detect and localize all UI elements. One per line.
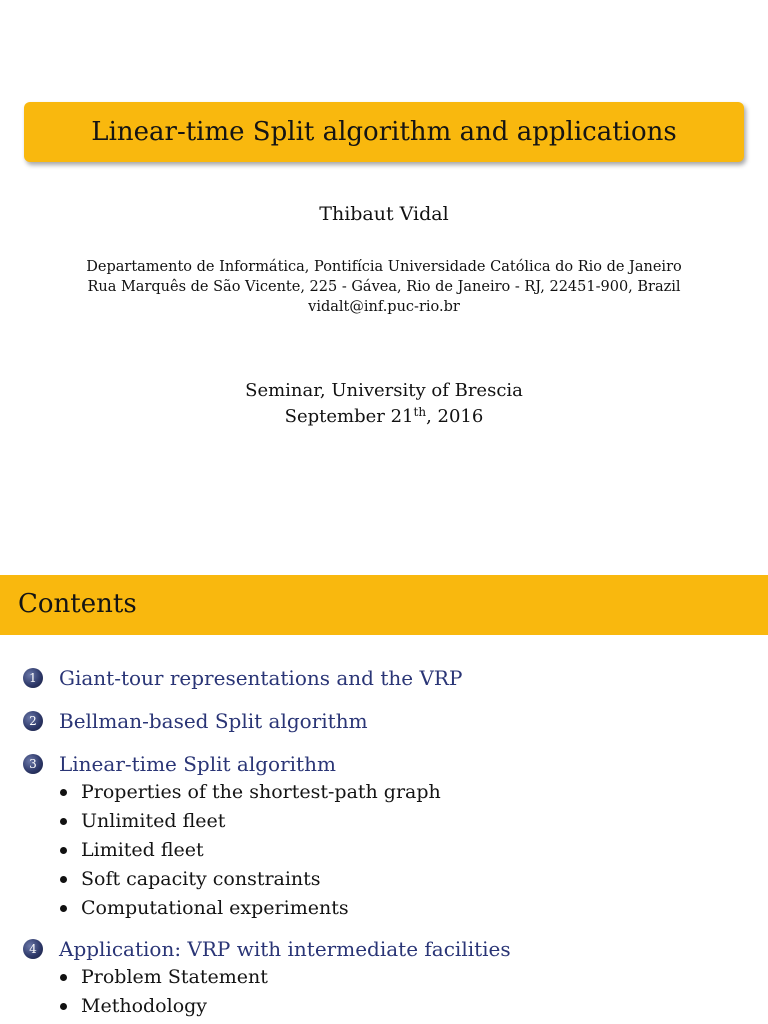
toc-section-label[interactable]: Giant-tour representations and the VRP xyxy=(59,666,463,690)
toc-section-1[interactable] xyxy=(23,664,462,692)
toc-subsection-label[interactable]: Methodology xyxy=(81,995,208,1017)
toc-section-label[interactable]: Linear-time Split algorithm xyxy=(59,752,336,776)
toc-subsection[interactable] xyxy=(60,865,321,893)
toc-section-label[interactable]: Bellman-based Split algorithm xyxy=(59,709,368,733)
date-prefix: September 21 xyxy=(284,406,414,427)
toc-section-label[interactable]: Application: VRP with intermediate facilities xyxy=(59,937,511,961)
bullet-icon xyxy=(60,818,67,825)
toc-subsection[interactable] xyxy=(60,778,441,806)
title-box xyxy=(24,102,744,162)
bullet-icon xyxy=(60,974,67,981)
author-name: Thibaut Vidal xyxy=(319,203,449,225)
toc-subsection[interactable] xyxy=(60,963,268,991)
bullet-icon xyxy=(60,789,67,796)
event-name: Seminar, University of Brescia xyxy=(245,380,523,401)
toc-subsection[interactable] xyxy=(60,894,349,922)
toc-section-4[interactable] xyxy=(23,935,511,963)
bullet-icon xyxy=(60,876,67,883)
affiliation-line-2: Rua Marquês de São Vicente, 225 - Gávea, Rio de Janeiro - RJ, 22451-900, Brazil xyxy=(87,279,681,295)
date-sup: th xyxy=(413,405,427,419)
bullet-icon xyxy=(60,1003,67,1010)
toc-subsection[interactable] xyxy=(60,836,204,864)
event-info xyxy=(0,378,768,430)
toc-section-3[interactable] xyxy=(23,750,336,778)
event-date xyxy=(0,404,768,430)
date-suffix: , 2016 xyxy=(426,406,484,427)
slide-title: Linear-time Split algorithm and applications xyxy=(91,117,677,147)
section-number-ball: 4 xyxy=(23,939,43,959)
toc-subsection-label[interactable]: Unlimited fleet xyxy=(81,810,226,832)
section-number-ball: 1 xyxy=(23,668,43,688)
toc-subsection-label[interactable]: Problem Statement xyxy=(81,966,268,988)
section-number-ball: 2 xyxy=(23,711,43,731)
toc-subsection-label[interactable]: Properties of the shortest-path graph xyxy=(81,781,441,803)
affiliation xyxy=(0,257,768,317)
affiliation-line-1: Departamento de Informática, Pontifícia Universidade Católica do Rio de Janeiro xyxy=(86,259,682,275)
bullet-icon xyxy=(60,905,67,912)
toc-subsection-label[interactable]: Soft capacity constraints xyxy=(81,868,321,890)
bullet-icon xyxy=(60,847,67,854)
author-email: vidalt@inf.puc-rio.br xyxy=(308,299,460,315)
toc-section-2[interactable] xyxy=(23,707,368,735)
contents-header-bar xyxy=(0,575,768,635)
toc-subsection[interactable] xyxy=(60,807,225,835)
contents-heading: Contents xyxy=(18,589,137,619)
section-number-ball: 3 xyxy=(23,754,43,774)
toc-subsection[interactable] xyxy=(60,992,207,1020)
toc-subsection-label[interactable]: Computational experiments xyxy=(81,897,349,919)
toc-subsection-label[interactable]: Limited fleet xyxy=(81,839,204,861)
